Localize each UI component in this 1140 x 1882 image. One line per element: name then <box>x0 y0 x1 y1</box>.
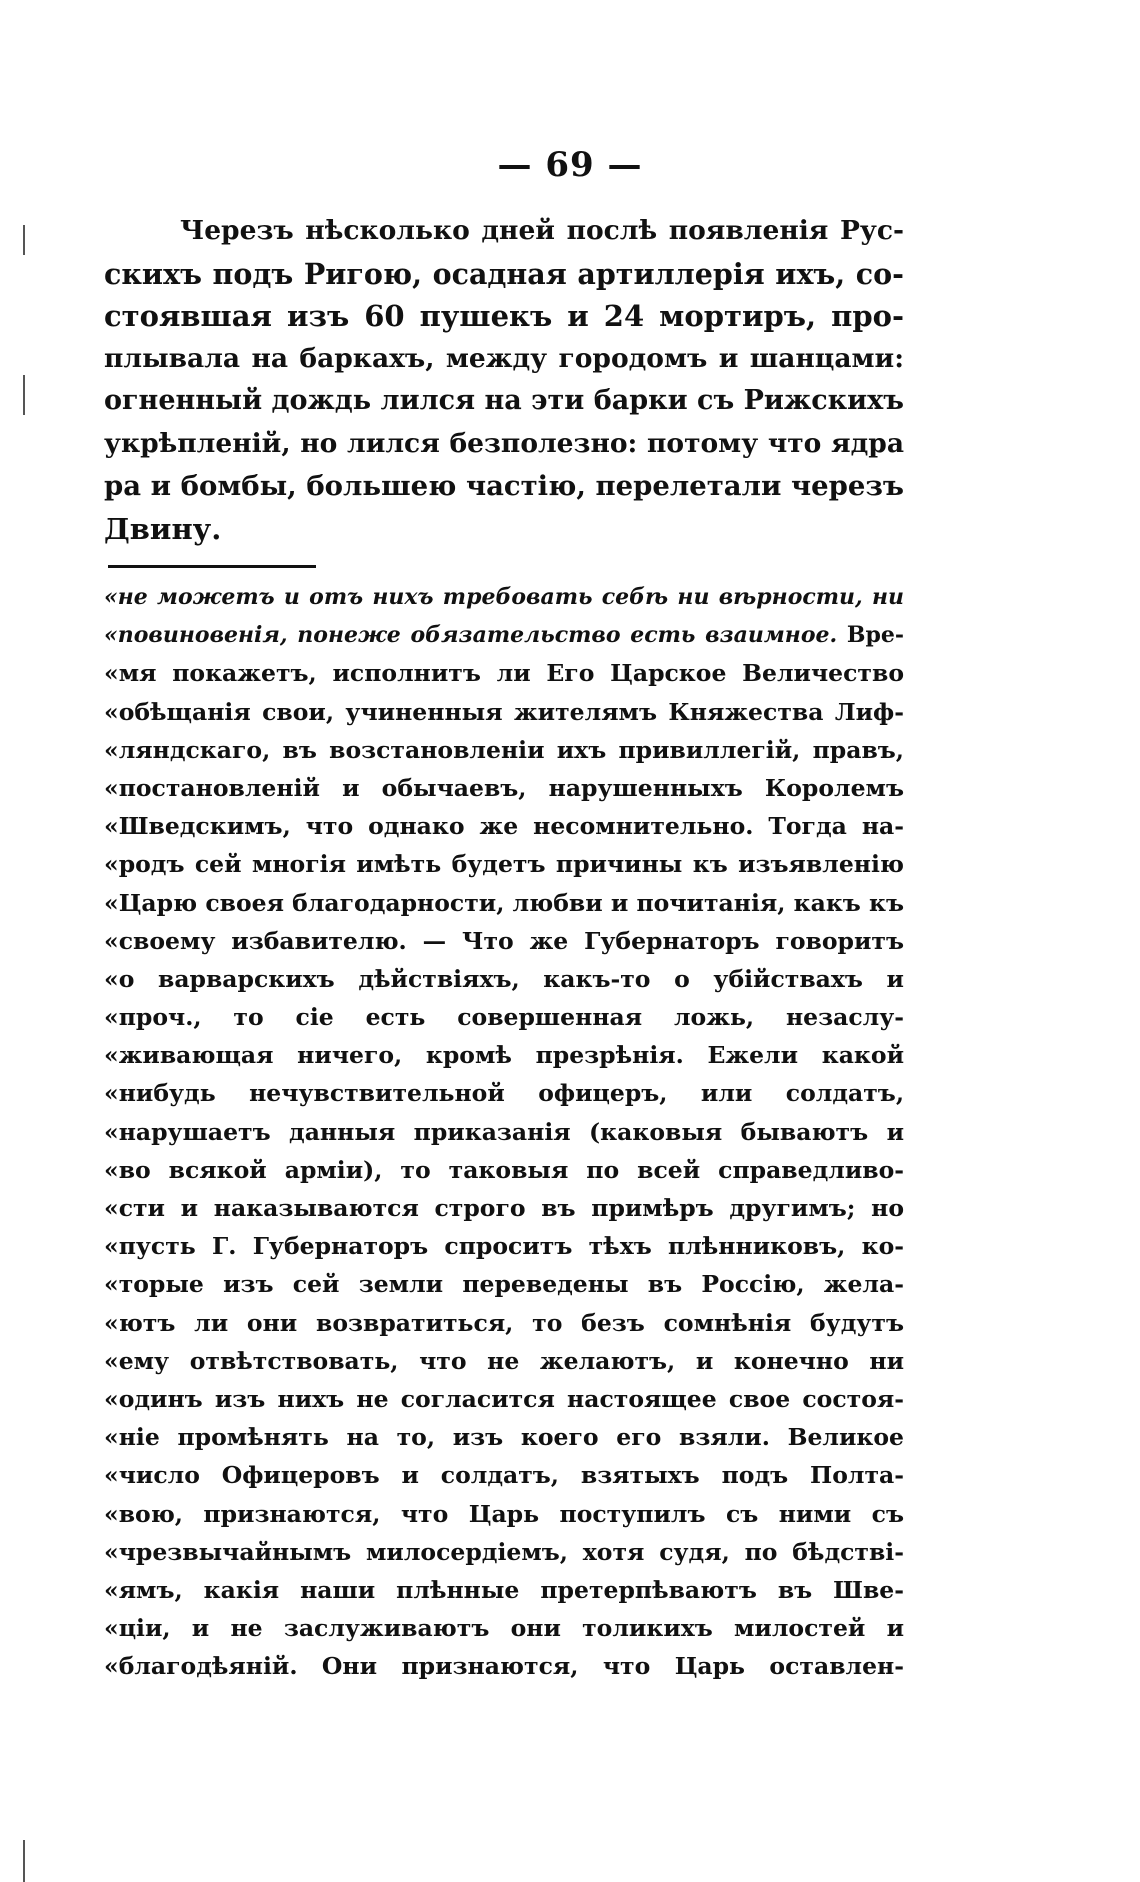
footnote <box>104 578 904 1685</box>
text-line: укрѣпленій, но лился безполезно: потому что ядра <box>104 427 904 459</box>
footnote-text: «нарушаетъ данныя приказанія (каковыя бываютъ и <box>104 1117 904 1146</box>
footnote-line <box>104 1265 904 1303</box>
footnote-text: «ляндскаго, въ возстановленіи ихъ привиллегій, правъ, <box>104 735 904 764</box>
footnote-line <box>104 807 904 845</box>
footnote-italic-text: «не можетъ и отъ нихъ требовать себѣ ни вѣрности, ни <box>104 584 904 610</box>
footnote-line <box>104 1609 904 1647</box>
footnote-line <box>104 769 904 807</box>
footnote-line <box>104 1647 904 1685</box>
footnote-text: «живающая ничего, кромѣ презрѣнія. Ежели какой <box>104 1041 904 1070</box>
footnote-line <box>104 1304 904 1342</box>
footnote-line <box>104 884 904 922</box>
footnote-text: «благодѣяній. Они признаются, что Царь оставлен- <box>104 1652 904 1681</box>
footnote-line <box>104 693 904 731</box>
footnote-text: «Шведскимъ, что однако же несомнительно. Тогда на- <box>104 812 904 841</box>
scan-edge-mark <box>23 1840 25 1882</box>
footnote-line <box>104 578 904 616</box>
footnote-text: «нибудь нечувствительной офицеръ, или солдатъ, <box>104 1079 904 1108</box>
scan-edge-mark <box>23 225 25 255</box>
footnote-text: «родъ сей многія имѣть будетъ причины къ изъявленію <box>104 850 904 879</box>
footnote-text: «ему отвѣтствовать, что не желаютъ, и конечно ни <box>104 1346 904 1375</box>
footnote-line <box>104 1151 904 1189</box>
footnote-line <box>104 1380 904 1418</box>
footnote-text: «сти и наказываются строго въ примѣръ другимъ; но <box>104 1194 904 1222</box>
footnote-text: «во всякой арміи), то таковыя по всей справедливо- <box>104 1155 904 1184</box>
text-line: стоявшая изъ 60 пушекъ и 24 мортиръ, про- <box>104 299 904 333</box>
text-line: огненный дождь лился на эти барки съ Рижскихъ <box>104 385 904 416</box>
footnote-line <box>104 616 904 654</box>
footnote-italic-text: «повиновенія, понеже обязательство есть взаимное. <box>104 622 838 649</box>
footnote-text: Вре- <box>837 622 905 649</box>
footnote-text: «мя покажетъ, исполнитъ ли Его Царское Величество <box>104 659 904 688</box>
footnote-text: «Царю своея благодарности, любви и почитанія, какъ къ <box>104 888 904 917</box>
footnote-line <box>104 1227 904 1265</box>
footnote-text: «торые изъ сей земли переведены въ Россію, жела- <box>104 1270 904 1299</box>
text-line: Черезъ нѣсколько дней послѣ появленія Рус- <box>180 215 904 246</box>
footnote-text: «ютъ ли они возвратиться, то безъ сомнѣнія будутъ <box>104 1308 904 1337</box>
footnote-line <box>104 960 904 998</box>
footnote-line <box>104 1113 904 1151</box>
text-line: ра и бомбы, большею частію, перелетали черезъ <box>104 470 904 502</box>
scan-edge-mark <box>23 375 25 415</box>
footnote-line <box>104 1495 904 1533</box>
footnote-line <box>104 845 904 883</box>
footnote-line <box>104 1342 904 1380</box>
footnote-line <box>104 922 904 960</box>
footnote-line <box>104 1571 904 1609</box>
footnote-text: «число Офицеровъ и солдатъ, взятыхъ подъ Полта- <box>104 1461 904 1490</box>
footnote-text: «одинъ изъ нихъ не согласится настоящее свое состоя- <box>104 1384 904 1413</box>
footnote-line <box>104 1074 904 1112</box>
footnote-text: «о варварскихъ дѣйствіяхъ, какъ-то о убійствахъ и <box>104 964 904 993</box>
page-number: — 69 — <box>497 145 643 185</box>
footnote-text: «ямъ, какія наши плѣнные претерпѣваютъ въ Шве- <box>104 1575 904 1604</box>
footnote-text: «своему избавителю. — Что же Губернаторъ говоритъ <box>104 926 904 955</box>
footnote-text: «чрезвычайнымъ милосердіемъ, хотя судя, по бѣдстві- <box>104 1537 904 1566</box>
footnote-text: «постановленій и обычаевъ, нарушенныхъ Королемъ <box>104 773 904 802</box>
footnote-text: «пусть Г. Губернаторъ спроситъ тѣхъ плѣнниковъ, ко- <box>104 1232 904 1261</box>
footnote-line <box>104 1418 904 1456</box>
main-paragraph <box>104 210 904 550</box>
footnote-text: «ніе промѣнять на то, изъ коего его взяли. Великое <box>104 1423 904 1452</box>
footnote-text: «вою, признаются, что Царь поступилъ съ ними съ <box>104 1499 904 1528</box>
footnote-line <box>104 1533 904 1571</box>
footnote-separator <box>108 565 316 568</box>
footnote-text: «ціи, и не заслуживаютъ они толикихъ милостей и <box>104 1614 904 1643</box>
footnote-line <box>104 731 904 769</box>
footnote-line <box>104 654 904 692</box>
footnote-line <box>104 998 904 1036</box>
text-line: Двину. <box>104 511 222 546</box>
text-line: плывала на баркахъ, между городомъ и шанцами: <box>104 342 904 374</box>
footnote-line <box>104 1036 904 1074</box>
footnote-line <box>104 1189 904 1227</box>
text-line: скихъ подъ Ригою, осадная артиллерія ихъ, со- <box>104 256 904 291</box>
footnote-line <box>104 1456 904 1494</box>
footnote-text: «обѣщанія свои, учиненныя жителямъ Княжества Лиф- <box>104 697 904 726</box>
footnote-text: «проч., то сіе есть совершенная ложь, незаслу- <box>104 1003 904 1032</box>
